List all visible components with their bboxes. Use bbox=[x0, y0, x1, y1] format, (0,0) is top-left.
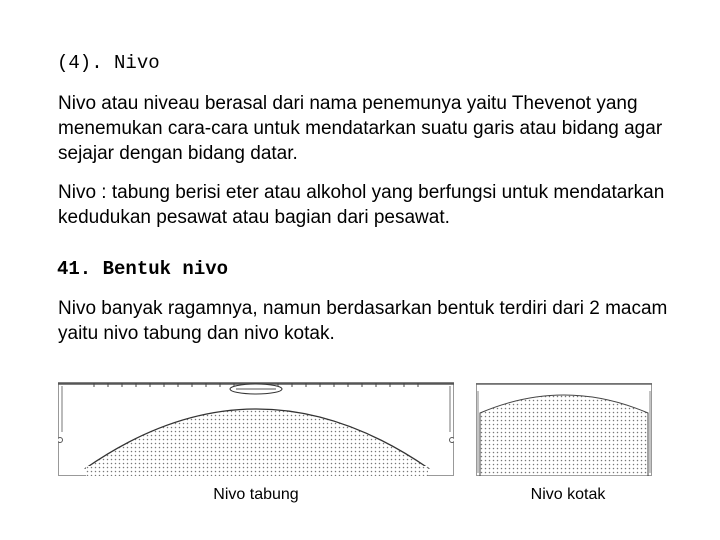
section-heading: (4). Nivo bbox=[57, 52, 160, 74]
nivo-tabung-graphic bbox=[58, 382, 454, 476]
nivo-tabung-illustration bbox=[58, 382, 454, 476]
nivo-kotak-graphic bbox=[476, 383, 652, 476]
paragraph-definition: Nivo atau niveau berasal dari nama penemunya yaitu Thevenot yang menemukan cara-cara untuk mendatarkan suatu garis atau bidang agar sejajar dengan bidang datar. bbox=[58, 93, 663, 164]
subsection-heading: 41. Bentuk nivo bbox=[57, 258, 229, 280]
nivo-kotak-caption: Nivo kotak bbox=[530, 486, 606, 503]
nivo-tabung-caption: Nivo tabung bbox=[213, 486, 299, 503]
paragraph-types: Nivo banyak ragamnya, namun berdasarkan bentuk terdiri dari 2 macam yaitu nivo tabung dan nivo kotak. bbox=[58, 298, 668, 344]
paragraph-function: Nivo : tabung berisi eter atau alkohol yang berfungsi untuk mendatarkan kedudukan pesawat atau bagian dari pesawat. bbox=[58, 182, 665, 228]
nivo-kotak-illustration bbox=[476, 383, 652, 476]
